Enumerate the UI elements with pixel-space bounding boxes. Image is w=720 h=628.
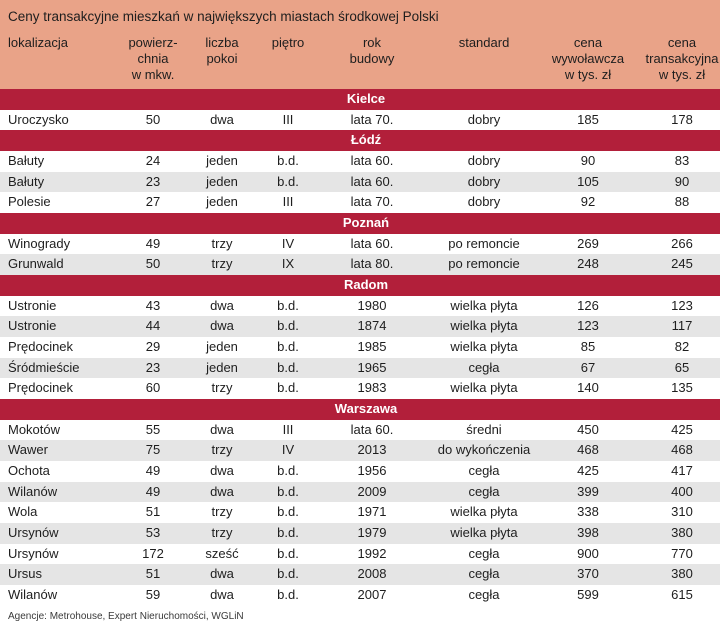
cell-cena-transakcyjna: 770 [671, 545, 693, 561]
cell-pietro: b.d. [277, 545, 299, 561]
cell-powierzchnia: 172 [142, 545, 164, 561]
cell-cena-wywolawcza: 425 [577, 463, 599, 479]
cell-lokalizacja: Śródmieście [8, 359, 80, 375]
cell-standard: cegła [468, 483, 500, 499]
cell-cena-transakcyjna: 615 [671, 587, 693, 603]
cell-pokoje: trzy [211, 504, 233, 520]
cell-standard: wielka płyta [450, 504, 518, 520]
cell-cena-transakcyjna: 310 [671, 504, 693, 520]
cell-standard: wielka płyta [450, 339, 518, 355]
cell-cena-wywolawcza: 92 [580, 194, 596, 210]
table-row [0, 378, 720, 399]
cell-cena-wywolawcza: 450 [577, 421, 599, 437]
cell-pokoje: dwa [210, 297, 234, 313]
cell-standard: wielka płyta [450, 318, 518, 334]
cell-lokalizacja: Ursus [8, 566, 42, 582]
cell-powierzchnia: 29 [145, 339, 161, 355]
cell-cena-wywolawcza: 126 [577, 297, 599, 313]
cell-rok-budowy: 1979 [357, 525, 387, 541]
cell-rok-budowy: 2009 [357, 483, 387, 499]
cell-powierzchnia: 50 [145, 256, 161, 272]
cell-pietro: III [282, 111, 294, 127]
table-row [0, 461, 720, 482]
cell-cena-transakcyjna: 380 [671, 525, 693, 541]
cell-lokalizacja: Ursynów [8, 525, 59, 541]
cell-powierzchnia: 51 [145, 504, 161, 520]
cell-cena-wywolawcza: 338 [577, 504, 599, 520]
cell-lokalizacja: Grunwald [8, 256, 64, 272]
column-headers [0, 35, 720, 83]
cell-pietro: b.d. [277, 297, 299, 313]
cell-standard: dobry [467, 194, 501, 210]
cell-standard: dobry [467, 111, 501, 127]
cell-rok-budowy: 1956 [357, 463, 387, 479]
cell-standard: średni [466, 421, 502, 437]
column-header-cena-wywolawcza: cena wywoławcza w tys. zł [551, 35, 625, 82]
cell-pokoje: trzy [211, 256, 233, 272]
cell-lokalizacja: Ustronie [8, 297, 57, 313]
cell-lokalizacja: Ochota [8, 463, 50, 479]
city-section-label: Warszawa [334, 401, 398, 417]
city-section-label: Radom [343, 277, 389, 293]
cell-pietro: b.d. [277, 380, 299, 396]
city-section-header [0, 213, 720, 234]
cell-lokalizacja: Ustronie [8, 318, 57, 334]
cell-cena-transakcyjna: 266 [671, 235, 693, 251]
cell-pokoje: trzy [211, 235, 233, 251]
cell-lokalizacja: Winogrady [8, 235, 71, 251]
cell-lokalizacja: Bałuty [8, 173, 45, 189]
column-header-pietro: piętro [271, 35, 305, 50]
cell-pokoje: dwa [210, 463, 234, 479]
cell-pietro: b.d. [277, 359, 299, 375]
column-header-powierzchnia: powierz- chnia w mkw. [128, 35, 178, 82]
cell-cena-transakcyjna: 178 [671, 111, 693, 127]
cell-powierzchnia: 49 [145, 235, 161, 251]
cell-lokalizacja: Prędocinek [8, 380, 74, 396]
cell-powierzchnia: 51 [145, 566, 161, 582]
cell-cena-transakcyjna: 123 [671, 297, 693, 313]
cell-cena-transakcyjna: 65 [674, 359, 690, 375]
cell-powierzchnia: 55 [145, 421, 161, 437]
cell-rok-budowy: 1874 [357, 318, 387, 334]
cell-cena-wywolawcza: 269 [577, 235, 599, 251]
cell-cena-transakcyjna: 83 [674, 153, 690, 169]
cell-rok-budowy: 1980 [357, 297, 387, 313]
cell-cena-transakcyjna: 468 [671, 442, 693, 458]
cell-cena-wywolawcza: 399 [577, 483, 599, 499]
cell-lokalizacja: Wawer [8, 442, 48, 458]
cell-cena-transakcyjna: 117 [671, 318, 693, 334]
cell-pietro: b.d. [277, 525, 299, 541]
cell-cena-wywolawcza: 85 [580, 339, 596, 355]
column-header-rok-budowy: rok budowy [349, 35, 395, 66]
cell-lokalizacja: Prędocinek [8, 339, 74, 355]
cell-rok-budowy: 1983 [357, 380, 387, 396]
city-section-header [0, 399, 720, 420]
cell-cena-wywolawcza: 67 [580, 359, 596, 375]
cell-standard: po remoncie [448, 256, 520, 272]
cell-powierzchnia: 24 [145, 153, 161, 169]
cell-cena-wywolawcza: 185 [577, 111, 599, 127]
table-row [0, 316, 720, 337]
cell-cena-transakcyjna: 90 [674, 173, 690, 189]
cell-lokalizacja: Wilanów [8, 587, 58, 603]
table-body [0, 89, 720, 606]
cell-cena-transakcyjna: 400 [671, 483, 693, 499]
cell-cena-transakcyjna: 82 [674, 339, 690, 355]
cell-cena-wywolawcza: 398 [577, 525, 599, 541]
cell-lokalizacja: Wilanów [8, 483, 58, 499]
cell-lokalizacja: Ursynów [8, 545, 59, 561]
column-header-cena-transakcyjna: cena transakcyjna w tys. zł [645, 35, 719, 82]
cell-rok-budowy: 1992 [357, 545, 387, 561]
cell-pietro: IV [281, 442, 295, 458]
cell-cena-transakcyjna: 380 [671, 566, 693, 582]
cell-pokoje: dwa [210, 318, 234, 334]
source-note: Agencje: Metrohouse, Expert Nieruchomości, WGLiN [8, 611, 244, 622]
cell-standard: dobry [467, 173, 501, 189]
cell-powierzchnia: 53 [145, 525, 161, 541]
cell-rok-budowy: lata 60. [350, 153, 394, 169]
cell-cena-wywolawcza: 370 [577, 566, 599, 582]
cell-pokoje: dwa [210, 111, 234, 127]
cell-powierzchnia: 75 [145, 442, 161, 458]
cell-lokalizacja: Polesie [8, 194, 51, 210]
cell-pietro: b.d. [277, 504, 299, 520]
cell-lokalizacja: Wola [8, 504, 38, 520]
column-header-standard: standard [458, 35, 510, 50]
cell-pietro: b.d. [277, 318, 299, 334]
table-row [0, 337, 720, 358]
cell-cena-transakcyjna: 425 [671, 421, 693, 437]
city-section-label: Poznań [342, 215, 390, 231]
cell-rok-budowy: lata 60. [350, 235, 394, 251]
table-row [0, 440, 720, 461]
cell-cena-transakcyjna: 135 [671, 380, 693, 396]
city-section-header [0, 275, 720, 296]
cell-lokalizacja: Uroczysko [8, 111, 69, 127]
cell-standard: cegła [468, 545, 500, 561]
table-row [0, 585, 720, 606]
table-header [0, 0, 720, 89]
table-row [0, 234, 720, 255]
table-row [0, 564, 720, 585]
cell-rok-budowy: 1985 [357, 339, 387, 355]
cell-standard: wielka płyta [450, 525, 518, 541]
cell-pietro: IV [281, 235, 295, 251]
table-row [0, 151, 720, 172]
cell-standard: cegła [468, 587, 500, 603]
table-row [0, 502, 720, 523]
cell-rok-budowy: lata 70. [350, 194, 394, 210]
cell-pokoje: jeden [206, 194, 238, 210]
cell-pietro: b.d. [277, 587, 299, 603]
cell-pokoje: dwa [210, 421, 234, 437]
column-header-lokalizacja: lokalizacja [8, 35, 68, 50]
cell-pietro: III [282, 194, 294, 210]
cell-rok-budowy: 2007 [357, 587, 387, 603]
cell-pietro: III [282, 421, 294, 437]
table-title: Ceny transakcyjne mieszkań w największych miastach środkowej Polski [8, 9, 439, 24]
table-row [0, 544, 720, 565]
cell-powierzchnia: 59 [145, 587, 161, 603]
city-section-header [0, 89, 720, 110]
cell-lokalizacja: Bałuty [8, 153, 45, 169]
cell-pietro: b.d. [277, 463, 299, 479]
cell-rok-budowy: lata 60. [350, 421, 394, 437]
table-row [0, 110, 720, 131]
cell-cena-wywolawcza: 140 [577, 380, 599, 396]
city-section-label: Łódź [350, 132, 382, 148]
cell-pietro: b.d. [277, 173, 299, 189]
cell-pietro: IX [281, 256, 295, 272]
cell-pokoje: dwa [210, 566, 234, 582]
cell-rok-budowy: 1965 [357, 359, 387, 375]
table-row [0, 296, 720, 317]
cell-standard: cegła [468, 463, 500, 479]
cell-powierzchnia: 43 [145, 297, 161, 313]
cell-pokoje: sześć [205, 545, 239, 561]
cell-pietro: b.d. [277, 153, 299, 169]
table-row [0, 254, 720, 275]
cell-standard: wielka płyta [450, 297, 518, 313]
cell-standard: cegła [468, 359, 500, 375]
cell-standard: do wykończenia [437, 442, 531, 458]
cell-cena-wywolawcza: 105 [577, 173, 599, 189]
cell-cena-wywolawcza: 123 [577, 318, 599, 334]
table-row [0, 192, 720, 213]
cell-powierzchnia: 23 [145, 359, 161, 375]
cell-powierzchnia: 60 [145, 380, 161, 396]
cell-standard: po remoncie [448, 235, 520, 251]
cell-pokoje: trzy [211, 380, 233, 396]
cell-cena-transakcyjna: 245 [671, 256, 693, 272]
cell-pokoje: dwa [210, 587, 234, 603]
cell-standard: wielka płyta [450, 380, 518, 396]
cell-pokoje: trzy [211, 442, 233, 458]
cell-powierzchnia: 23 [145, 173, 161, 189]
cell-cena-wywolawcza: 900 [577, 545, 599, 561]
cell-pokoje: dwa [210, 483, 234, 499]
city-section-header [0, 130, 720, 151]
column-header-pokoje: liczba pokoi [205, 35, 239, 66]
cell-pietro: b.d. [277, 566, 299, 582]
cell-rok-budowy: 2013 [357, 442, 387, 458]
cell-pokoje: jeden [206, 339, 238, 355]
cell-standard: cegła [468, 566, 500, 582]
table-row [0, 482, 720, 503]
table-row [0, 420, 720, 441]
cell-lokalizacja: Mokotów [8, 421, 61, 437]
cell-cena-transakcyjna: 417 [671, 463, 693, 479]
cell-powierzchnia: 49 [145, 463, 161, 479]
cell-pokoje: jeden [206, 153, 238, 169]
cell-powierzchnia: 44 [145, 318, 161, 334]
cell-rok-budowy: lata 80. [350, 256, 394, 272]
cell-pokoje: trzy [211, 525, 233, 541]
table-row [0, 358, 720, 379]
cell-powierzchnia: 49 [145, 483, 161, 499]
table-row [0, 523, 720, 544]
cell-rok-budowy: 1971 [357, 504, 387, 520]
cell-rok-budowy: lata 70. [350, 111, 394, 127]
table-row [0, 172, 720, 193]
city-section-label: Kielce [346, 91, 386, 106]
cell-standard: dobry [467, 153, 501, 169]
cell-rok-budowy: 2008 [357, 566, 387, 582]
cell-rok-budowy: lata 60. [350, 173, 394, 189]
cell-cena-wywolawcza: 248 [577, 256, 599, 272]
cell-cena-transakcyjna: 88 [674, 194, 690, 210]
cell-pokoje: jeden [206, 359, 238, 375]
cell-cena-wywolawcza: 468 [577, 442, 599, 458]
cell-pokoje: jeden [206, 173, 238, 189]
cell-pietro: b.d. [277, 339, 299, 355]
cell-powierzchnia: 27 [145, 194, 161, 210]
cell-powierzchnia: 50 [145, 111, 161, 127]
cell-cena-wywolawcza: 599 [577, 587, 599, 603]
cell-pietro: b.d. [277, 483, 299, 499]
cell-cena-wywolawcza: 90 [580, 153, 596, 169]
